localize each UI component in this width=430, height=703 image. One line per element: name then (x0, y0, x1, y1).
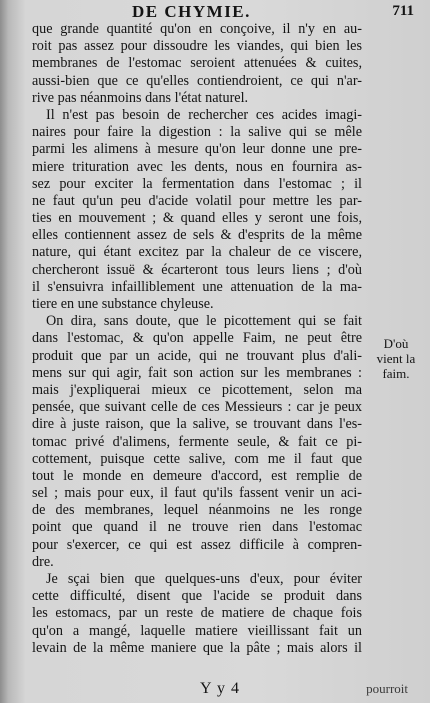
text-line: ties en mouvement ; & quand elles y seront une fois, (32, 210, 362, 227)
text-line: levain de la même maniere que la pâte ; mais alors il (32, 639, 362, 656)
text-line: dire à juste raison, que la salive, se trouvant dans l'es- (32, 416, 362, 433)
text-line: qu'on a mangé, laquelle matiere vieillissant fait un (32, 622, 362, 639)
text-line: naires pour faire la digestion : la salive qui se mêle (32, 124, 362, 141)
text-line: mens sur qui agir, fait son action sur les membranes : (32, 364, 362, 381)
page-header (0, 2, 430, 22)
margin-note-line: vient la (376, 351, 416, 366)
page-number: 711 (392, 3, 414, 19)
text-line: Il n'est pas besoin de rechercher ces acides imagi- (46, 106, 362, 123)
text-line: mais j'expliquerai mieux ce picottement, selon ma (32, 381, 362, 398)
text-line: ne faut qu'un peu d'acide volatil pour mettre les par- (32, 192, 362, 209)
text-line: cette difficulté, disent que l'acide se produit dans (32, 588, 362, 605)
text-line: pensée, que suivant celle de ces Messieurs : car je peux (32, 399, 362, 416)
text-line: de des membranes, lequel néanmoins ne les ronge (32, 502, 362, 519)
text-line: sez pour exciter la fermentation dans l'estomac ; il (32, 175, 362, 192)
text-line: aussi-bien que ce qu'elles contiendroient, ce qui n'ar- (32, 72, 362, 89)
text-line: cottement, puisque cette salive, com me il faut que (32, 450, 362, 467)
body-text (32, 21, 362, 657)
text-line: tiere en une substance chyleuse. (32, 296, 214, 312)
text-line: rive pas néanmoins dans l'état naturel. (32, 89, 249, 106)
text-line: On dira, sans doute, que le picottement qui se fait (46, 313, 362, 330)
text-line: que grande quantité qu'on en conçoive, il n'y en au- (32, 21, 362, 37)
catchword: pourroit (366, 681, 408, 696)
margin-note-line: D'où (383, 336, 409, 351)
margin-note-line: faim. (382, 366, 410, 381)
text-line: Je sçai bien que quelques-uns d'eux, pour éviter (46, 571, 362, 587)
text-line: miere trituration avec les dents, nous en fournira as- (32, 158, 362, 175)
text-line: point que quand il ne trouve rien dans l'estomac (32, 519, 362, 536)
text-line: dans l'estomac, & qu'on appelle Faim, ne peut être (32, 330, 362, 347)
text-line: les estomacs, par un reste de matiere de chaque fois (32, 605, 362, 622)
signature-mark: Y y 4 (200, 680, 240, 697)
text-line: tout le monde en demeure d'accord, est remplie de (32, 467, 362, 484)
text-line: parmi les alimens à mesure qu'on leur donne une pre- (32, 141, 362, 158)
text-line: nature, qui étant excitez par la chaleur de ce viscere, (32, 244, 362, 261)
text-line: chercheront issuë & écarteront tous leurs liens ; d'où (32, 261, 362, 278)
running-title: DE CHYMIE. (132, 2, 251, 21)
text-line: roit pas assez pour dissoudre les viandes, qui bien les (32, 38, 362, 55)
text-line: pour s'exercer, ce qui est assez difficile à compren- (32, 536, 362, 553)
text-line: tomac privé d'alimens, fermente seule, & fait ce pi- (32, 433, 362, 450)
text-line: il s'ensuivra infailliblement une attenuation de la ma- (32, 278, 362, 295)
text-line: sel ; mais pour eux, il faut qu'ils fassent venir un aci- (32, 485, 362, 502)
text-line: elles contiennent assez de sels & d'esprits de la même (32, 227, 362, 244)
text-line: produit que par un acide, qui ne trouvant plus d'ali- (32, 347, 362, 364)
text-line: dre. (32, 553, 54, 570)
margin-note (370, 336, 422, 381)
text-line: membranes de l'estomac seroient attenuées & cuites, (32, 55, 362, 72)
